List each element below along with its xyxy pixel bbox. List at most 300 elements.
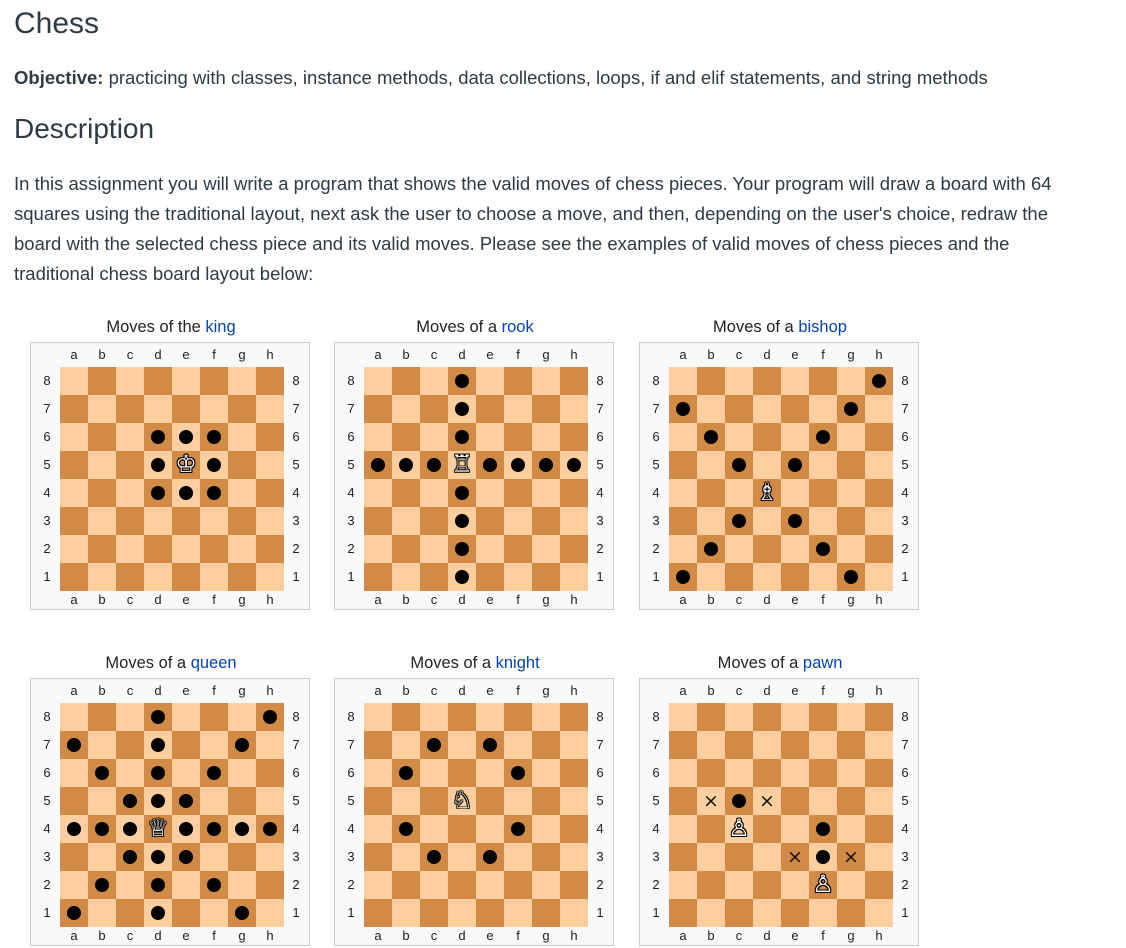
rank-label: 3	[652, 513, 660, 528]
move-dot	[123, 794, 137, 808]
square-b2	[697, 535, 725, 563]
move-dot	[207, 822, 221, 836]
square-g2	[837, 535, 865, 563]
file-label: a	[374, 347, 382, 362]
move-dot	[399, 458, 413, 472]
square-d6	[753, 759, 781, 787]
square-d6	[144, 423, 172, 451]
file-label: b	[98, 683, 106, 698]
square-c3	[420, 843, 448, 871]
square-d5	[144, 787, 172, 815]
pawn-link[interactable]: pawn	[802, 654, 843, 672]
rank-label: 3	[652, 849, 660, 864]
move-dot	[67, 822, 81, 836]
square-g2	[228, 535, 256, 563]
square-h5	[560, 451, 588, 479]
rank-label: 7	[347, 401, 355, 416]
square-b6	[88, 423, 116, 451]
move-dot	[399, 822, 413, 836]
square-c7	[420, 395, 448, 423]
square-e2	[781, 871, 809, 899]
rank-label: 5	[901, 793, 909, 808]
figure-caption	[30, 316, 312, 338]
caption-prefix: Moves of a	[717, 654, 803, 672]
move-dot	[263, 822, 277, 836]
rank-label: 6	[43, 429, 51, 444]
square-g6	[532, 759, 560, 787]
rank-label: 1	[43, 569, 51, 584]
caption-prefix: Moves of a	[416, 318, 502, 336]
file-label: e	[182, 592, 190, 607]
rank-label: 8	[652, 709, 660, 724]
square-b6	[392, 423, 420, 451]
square-b3	[88, 843, 116, 871]
square-f5	[809, 451, 837, 479]
square-b3	[697, 843, 725, 871]
square-d5	[144, 451, 172, 479]
square-f7	[200, 731, 228, 759]
square-h4	[560, 479, 588, 507]
square-d4	[144, 815, 172, 843]
square-d7	[448, 395, 476, 423]
square-e8	[172, 703, 200, 731]
file-label: f	[212, 592, 216, 607]
file-label: e	[486, 592, 494, 607]
square-h2	[865, 871, 893, 899]
square-c4	[725, 479, 753, 507]
chess-board	[364, 367, 588, 591]
square-h8	[256, 703, 284, 731]
square-c5	[725, 451, 753, 479]
square-b5	[88, 787, 116, 815]
square-d1	[753, 899, 781, 927]
file-labels-bottom	[669, 591, 893, 609]
square-b8	[392, 703, 420, 731]
square-a7	[60, 731, 88, 759]
square-e8	[781, 367, 809, 395]
file-label: c	[126, 592, 134, 607]
queen-link[interactable]: queen	[190, 654, 237, 672]
square-b1	[88, 899, 116, 927]
move-dot	[816, 822, 830, 836]
square-b7	[697, 395, 725, 423]
rank-label: 8	[596, 373, 604, 388]
rank-labels-right	[591, 367, 609, 591]
square-f2	[200, 535, 228, 563]
file-label: b	[402, 592, 410, 607]
square-a2	[669, 535, 697, 563]
square-g8	[837, 703, 865, 731]
square-f2	[200, 871, 228, 899]
rank-label: 1	[347, 905, 355, 920]
square-d6	[753, 423, 781, 451]
square-c8	[116, 367, 144, 395]
rank-label: 1	[652, 569, 660, 584]
rank-label: 6	[901, 429, 909, 444]
rank-label: 7	[347, 737, 355, 752]
square-c2	[116, 535, 144, 563]
move-dot	[95, 878, 109, 892]
square-c6	[725, 423, 753, 451]
square-g7	[532, 731, 560, 759]
rook-link[interactable]: rook	[501, 318, 534, 336]
file-label: d	[763, 683, 771, 698]
file-label: a	[70, 347, 78, 362]
file-label: g	[238, 928, 246, 943]
square-c1	[725, 563, 753, 591]
square-g7	[837, 395, 865, 423]
square-f8	[200, 367, 228, 395]
square-h7	[865, 731, 893, 759]
square-d5	[753, 787, 781, 815]
square-a3	[364, 843, 392, 871]
square-a3	[364, 507, 392, 535]
file-label: e	[791, 683, 799, 698]
move-dot	[844, 570, 858, 584]
file-label: h	[570, 683, 578, 698]
square-b3	[88, 507, 116, 535]
square-d7	[753, 731, 781, 759]
square-c6	[116, 423, 144, 451]
square-c3	[725, 507, 753, 535]
rank-label: 1	[43, 905, 51, 920]
square-a7	[364, 731, 392, 759]
square-g6	[837, 759, 865, 787]
square-g1	[532, 899, 560, 927]
square-c6	[420, 759, 448, 787]
file-label: g	[847, 592, 855, 607]
move-dot	[207, 878, 221, 892]
move-dot	[732, 458, 746, 472]
square-b4	[392, 815, 420, 843]
rank-label: 2	[901, 877, 909, 892]
caption-prefix: Moves of a	[713, 318, 799, 336]
figure-king	[30, 316, 312, 612]
square-b5	[697, 451, 725, 479]
square-b6	[697, 423, 725, 451]
rank-label: 7	[43, 737, 51, 752]
square-c5	[116, 787, 144, 815]
square-b4	[697, 815, 725, 843]
objective-paragraph	[14, 66, 988, 90]
file-labels-bottom	[60, 927, 284, 945]
file-label: c	[430, 928, 438, 943]
rank-labels-left	[647, 703, 665, 927]
square-f6	[504, 759, 532, 787]
square-b3	[392, 843, 420, 871]
square-e5	[172, 451, 200, 479]
square-h5	[560, 787, 588, 815]
square-b1	[697, 563, 725, 591]
move-dot	[676, 570, 690, 584]
square-e4	[781, 815, 809, 843]
square-b6	[88, 759, 116, 787]
rank-label: 4	[292, 485, 300, 500]
square-h1	[256, 563, 284, 591]
file-label: g	[847, 683, 855, 698]
square-b8	[88, 703, 116, 731]
square-h7	[256, 395, 284, 423]
file-label: f	[821, 683, 825, 698]
square-a2	[364, 535, 392, 563]
square-c7	[420, 731, 448, 759]
square-h3	[560, 507, 588, 535]
white-knight-icon: ♘	[451, 786, 473, 814]
square-c2	[420, 535, 448, 563]
rank-label: 7	[652, 401, 660, 416]
file-label: b	[98, 347, 106, 362]
rank-labels-left	[342, 703, 360, 927]
square-d3	[144, 507, 172, 535]
rank-label: 7	[292, 737, 300, 752]
square-f4	[809, 815, 837, 843]
square-f4	[809, 479, 837, 507]
square-c1	[420, 899, 448, 927]
square-f3	[504, 843, 532, 871]
square-a6	[60, 759, 88, 787]
square-g3	[228, 843, 256, 871]
square-a2	[669, 871, 697, 899]
rank-labels-left	[38, 703, 56, 927]
square-h3	[865, 507, 893, 535]
square-f1	[504, 563, 532, 591]
square-g4	[228, 479, 256, 507]
move-dot	[235, 822, 249, 836]
square-f4	[504, 815, 532, 843]
square-d6	[448, 423, 476, 451]
square-h1	[865, 563, 893, 591]
file-label: e	[182, 347, 190, 362]
caption-prefix: Moves of a	[105, 654, 191, 672]
rank-labels-right	[287, 703, 305, 927]
king-link[interactable]: king	[205, 318, 236, 336]
square-a7	[60, 395, 88, 423]
rank-label: 3	[43, 849, 51, 864]
square-e5	[476, 451, 504, 479]
square-e8	[476, 703, 504, 731]
objective-label: Objective:	[14, 67, 104, 88]
move-dot	[95, 822, 109, 836]
square-f8	[504, 703, 532, 731]
file-labels-bottom	[364, 927, 588, 945]
file-label: a	[679, 347, 687, 362]
square-b7	[392, 395, 420, 423]
rank-label: 5	[596, 793, 604, 808]
file-label: h	[266, 347, 274, 362]
square-b7	[392, 731, 420, 759]
square-e6	[476, 759, 504, 787]
square-b8	[697, 703, 725, 731]
rank-label: 4	[596, 821, 604, 836]
rank-label: 8	[901, 709, 909, 724]
move-dot	[816, 542, 830, 556]
square-f3	[809, 843, 837, 871]
square-g5	[228, 451, 256, 479]
move-dot	[151, 738, 165, 752]
file-label: e	[182, 683, 190, 698]
square-h8	[865, 367, 893, 395]
white-rook-icon: ♖	[451, 450, 473, 478]
square-a1	[669, 899, 697, 927]
bishop-link[interactable]: bishop	[798, 318, 847, 336]
square-c1	[116, 563, 144, 591]
file-label: f	[516, 928, 520, 943]
square-c6	[420, 423, 448, 451]
square-e6	[172, 423, 200, 451]
move-dot	[67, 906, 81, 920]
rank-label: 6	[347, 429, 355, 444]
square-f5	[200, 787, 228, 815]
square-h3	[560, 843, 588, 871]
move-dot	[788, 514, 802, 528]
file-label: f	[821, 928, 825, 943]
square-d3	[144, 843, 172, 871]
square-b5	[88, 451, 116, 479]
move-dot	[151, 766, 165, 780]
square-b1	[88, 563, 116, 591]
white-bishop-icon: ♗	[756, 478, 778, 506]
square-e6	[172, 759, 200, 787]
square-e2	[781, 535, 809, 563]
square-h2	[256, 535, 284, 563]
file-label: b	[402, 683, 410, 698]
square-d5	[753, 451, 781, 479]
file-label: d	[154, 683, 162, 698]
file-label: d	[763, 928, 771, 943]
square-f1	[504, 899, 532, 927]
square-g5	[837, 787, 865, 815]
file-labels-top	[669, 682, 893, 700]
square-h8	[256, 367, 284, 395]
rank-label: 2	[652, 877, 660, 892]
square-e5	[781, 787, 809, 815]
white-queen-icon: ♕	[147, 814, 169, 842]
caption-prefix: Moves of the	[106, 318, 206, 336]
square-g4	[837, 479, 865, 507]
square-d3	[753, 507, 781, 535]
square-g3	[837, 843, 865, 871]
square-e1	[781, 563, 809, 591]
figure-caption	[334, 316, 616, 338]
file-label: c	[735, 928, 743, 943]
rank-label: 3	[596, 849, 604, 864]
square-c8	[420, 703, 448, 731]
file-label: g	[238, 347, 246, 362]
rank-label: 6	[292, 429, 300, 444]
rank-label: 6	[596, 765, 604, 780]
file-label: g	[238, 592, 246, 607]
square-e8	[172, 367, 200, 395]
white-pawn-icon: ♙	[812, 870, 834, 898]
capture-cross-icon: ×	[759, 790, 775, 812]
square-d2	[448, 535, 476, 563]
square-f6	[504, 423, 532, 451]
rank-label: 3	[43, 513, 51, 528]
move-dot	[67, 738, 81, 752]
rank-label: 7	[901, 401, 909, 416]
rank-labels-left	[38, 367, 56, 591]
rank-label: 4	[43, 821, 51, 836]
square-d7	[753, 395, 781, 423]
move-dot	[455, 486, 469, 500]
square-e5	[781, 451, 809, 479]
square-g3	[532, 507, 560, 535]
square-g4	[837, 815, 865, 843]
move-dot	[483, 458, 497, 472]
square-d5	[448, 451, 476, 479]
file-label: a	[70, 592, 78, 607]
file-label: b	[98, 928, 106, 943]
rank-label: 3	[292, 513, 300, 528]
rank-label: 7	[652, 737, 660, 752]
square-g5	[228, 787, 256, 815]
square-a8	[669, 703, 697, 731]
square-h5	[256, 451, 284, 479]
square-a8	[60, 703, 88, 731]
move-dot	[207, 766, 221, 780]
square-h7	[256, 731, 284, 759]
file-labels-bottom	[669, 927, 893, 945]
square-c6	[116, 759, 144, 787]
square-g6	[228, 423, 256, 451]
square-f5	[200, 451, 228, 479]
square-a3	[669, 843, 697, 871]
board-frame	[30, 342, 310, 610]
square-f7	[504, 395, 532, 423]
move-dot	[95, 766, 109, 780]
square-a7	[364, 395, 392, 423]
square-e4	[172, 815, 200, 843]
move-dot	[427, 738, 441, 752]
square-h8	[560, 367, 588, 395]
square-a8	[364, 367, 392, 395]
file-label: d	[154, 928, 162, 943]
description-body: In this assignment you will write a program that shows the valid moves of chess pieces. Your program will draw a board with 64 squares using the traditional layout, next ask the user to choose a move, and then, depending on the user's choice, redraw the board with the selected chess piece and its valid moves. Please see the examples of valid moves of chess pieces and the traditional chess board layout below:	[14, 173, 1052, 284]
file-label: d	[763, 347, 771, 362]
square-a6	[60, 423, 88, 451]
file-label: c	[126, 683, 134, 698]
square-f8	[504, 367, 532, 395]
square-c7	[116, 395, 144, 423]
rank-label: 6	[652, 765, 660, 780]
rank-label: 8	[901, 373, 909, 388]
move-dot	[179, 486, 193, 500]
move-dot	[179, 822, 193, 836]
file-label: c	[126, 928, 134, 943]
square-a1	[60, 563, 88, 591]
rank-label: 1	[901, 905, 909, 920]
square-c2	[420, 871, 448, 899]
square-c1	[116, 899, 144, 927]
file-label: g	[542, 683, 550, 698]
square-d2	[144, 871, 172, 899]
rank-label: 2	[347, 541, 355, 556]
file-label: e	[791, 592, 799, 607]
rank-label: 2	[347, 877, 355, 892]
square-b6	[392, 759, 420, 787]
move-dot	[123, 822, 137, 836]
rank-labels-right	[591, 703, 609, 927]
square-e7	[172, 395, 200, 423]
knight-link[interactable]: knight	[495, 654, 540, 672]
file-label: h	[570, 347, 578, 362]
rank-label: 5	[43, 793, 51, 808]
square-h2	[560, 535, 588, 563]
square-d8	[448, 703, 476, 731]
move-dot	[483, 850, 497, 864]
square-f1	[200, 899, 228, 927]
rank-label: 4	[347, 821, 355, 836]
